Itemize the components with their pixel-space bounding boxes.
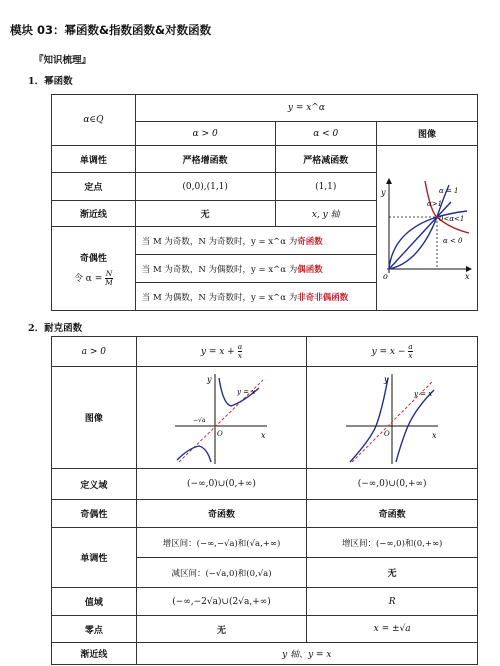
domain-plus: (−∞,0)∪(0,+∞) <box>136 469 307 500</box>
nike-plus-neg-sqa: −√a <box>193 416 206 424</box>
func-plus-frac-n: a <box>237 342 243 351</box>
nike-function-table <box>51 336 478 665</box>
power-y-axis-label: y <box>380 188 386 197</box>
parity-minus: 奇函数 <box>307 500 478 528</box>
section2-title: 2．耐克函数 <box>28 323 83 334</box>
asym-pos: 无 <box>135 201 275 227</box>
power-origin-label: o <box>382 272 388 281</box>
func-minus-frac-n: a <box>408 342 413 351</box>
alpha-in-q-cell: α∈Q <box>52 95 136 146</box>
parity-text-2: 当 M 为奇数，N 为偶数时，y = x^α 为 <box>141 264 298 275</box>
parity-text-1: 当 M 为奇数，N 为奇数时，y = x^α 为 <box>141 236 298 247</box>
parity-result-3: 非奇非偶函数 <box>297 292 349 303</box>
range-minus: R <box>307 588 478 616</box>
power-graph-cell <box>376 146 477 311</box>
nike-plus-x-label: x <box>261 430 266 440</box>
row-domain-label: 定义域 <box>52 469 137 500</box>
domain-minus: (−∞,0)∪(0,+∞) <box>307 469 478 500</box>
nike-minus-yx-label: y = x <box>414 389 433 398</box>
zero-minus: x = ±√a <box>307 616 478 643</box>
alpha-pos-header: α > 0 <box>135 122 275 146</box>
parity-label-cell <box>52 227 136 311</box>
asym-neg: x, y 轴 <box>275 201 376 227</box>
nike-minus-graph <box>342 370 442 466</box>
nike-asym: y 轴、y = x <box>136 643 477 665</box>
knowledge-heading: 『知识梳理』 <box>34 55 92 66</box>
parity-result-1: 奇函数 <box>297 236 323 247</box>
fixed-neg: (1,1) <box>275 173 376 201</box>
row-graph-label: 图像 <box>52 367 137 469</box>
mono-dec-plus: 减区间：(−√a,0)和(0,√a) <box>136 558 307 588</box>
nike-minus-y-label: y <box>384 374 389 384</box>
parity-sub <box>54 270 133 287</box>
nike-minus-x-label: x <box>432 430 437 440</box>
row-parity-label: 奇偶性 <box>79 253 107 264</box>
power-function-graph <box>379 173 475 283</box>
row-parity2-label: 奇偶性 <box>52 500 137 528</box>
parity-result-2: 偶函数 <box>297 264 323 275</box>
parity-text-3: 当 M 为偶数，N 为奇数时，y = x^α 为 <box>141 292 298 303</box>
func-plus-text: y = x + <box>200 347 235 357</box>
mono-inc-minus: 增区间：(−∞,0)和(0,+∞) <box>307 528 478 558</box>
mono-pos: 严格增函数 <box>135 146 275 173</box>
parity-row-3 <box>135 283 376 311</box>
nike-plus-graph <box>171 370 271 466</box>
label-alpha-01: 0<α<1 <box>438 215 465 223</box>
row-asym2-label: 渐近线 <box>52 643 137 665</box>
mono-neg: 严格减函数 <box>275 146 376 173</box>
parity-frac-n: N <box>105 268 113 278</box>
mono-dec-minus: 无 <box>307 558 478 588</box>
row-mono-label: 单调性 <box>52 146 136 173</box>
zero-plus: 无 <box>136 616 307 643</box>
row-mono2-label: 单调性 <box>52 528 137 588</box>
row-asym-label: 渐近线 <box>52 201 136 227</box>
parity-row-1 <box>135 227 376 255</box>
nike-func-minus <box>307 337 478 367</box>
row-range-label: 值域 <box>52 588 137 616</box>
power-x-axis-label: x <box>464 272 470 281</box>
power-func-header: y = x^α <box>135 95 477 122</box>
func-plus-frac <box>238 343 242 360</box>
parity-frac-d: M <box>105 277 113 287</box>
nike-plus-yx-label: y = x <box>237 387 256 396</box>
nike-minus-graph-cell <box>307 367 478 469</box>
row-fixed-label: 定点 <box>52 173 136 201</box>
func-minus-frac-d: x <box>408 351 413 360</box>
nike-plus-graph-cell <box>136 367 307 469</box>
func-plus-frac-d: x <box>237 351 242 360</box>
section1-title: 1．幂函数 <box>28 76 73 87</box>
label-alpha-eq1: α = 1 <box>438 187 459 195</box>
parity-fraction <box>105 270 113 287</box>
func-minus-frac <box>408 343 412 360</box>
nike-func-plus <box>136 337 307 367</box>
parity-sub-text: 令 α = <box>73 273 103 284</box>
range-plus: (−∞,−2√a)∪(2√a,+∞) <box>136 588 307 616</box>
module-title: 模块 03：幂函数&指数函数&对数函数 <box>10 23 212 37</box>
func-minus-text: y = x − <box>371 347 406 357</box>
nike-plus-y-label: y <box>207 374 212 384</box>
alpha-neg-header: α < 0 <box>275 122 376 146</box>
label-alpha-neg: α < 0 <box>442 237 463 245</box>
parity-plus: 奇函数 <box>136 500 307 528</box>
nike-cond: a > 0 <box>52 337 137 367</box>
row-zero-label: 零点 <box>52 616 137 643</box>
nike-plus-origin: O <box>217 429 224 438</box>
parity-row-2 <box>135 255 376 283</box>
power-function-table <box>51 94 478 311</box>
nike-minus-origin: O <box>384 429 390 438</box>
label-alpha-gt1: α>1 <box>426 200 443 208</box>
mono-inc-plus: 增区间：(−∞,−√a)和(√a,+∞) <box>136 528 307 558</box>
fixed-pos: (0,0),(1,1) <box>135 173 275 201</box>
graph-header: 图像 <box>376 122 477 146</box>
